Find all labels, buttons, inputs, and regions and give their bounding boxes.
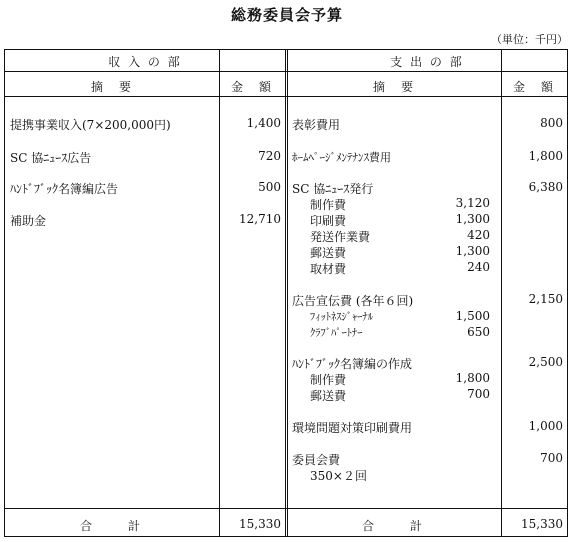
section-divider bbox=[285, 50, 286, 536]
expense-subrow-amount: 3,120 bbox=[455, 196, 490, 210]
expense-row-label: 委員会費 bbox=[292, 453, 341, 467]
expense-subrow-label: 郵送費 bbox=[310, 389, 347, 403]
expense-subrow-amount: 1,800 bbox=[455, 371, 490, 385]
income-row-amount: 720 bbox=[258, 149, 281, 163]
total-divider bbox=[5, 508, 567, 509]
expense-row-amount: 800 bbox=[540, 116, 563, 130]
expense-subrow-amount: 650 bbox=[467, 325, 490, 339]
expense-amount-header: 金 額 bbox=[512, 80, 555, 94]
income-summary-header: 摘 要 bbox=[90, 80, 133, 94]
unit-note: （単位：千円） bbox=[491, 33, 568, 46]
expense-subrow-amount: 1,500 bbox=[455, 309, 490, 323]
expense-row-amount: 700 bbox=[540, 451, 563, 465]
income-row-label: ﾊﾝﾄﾞﾌﾞｯｸ名簿編広告 bbox=[10, 182, 119, 196]
expense-subrow-label: 取材費 bbox=[310, 262, 347, 276]
income-row-label: SC 協ﾆｭｰｽ広告 bbox=[10, 151, 92, 165]
budget-table bbox=[4, 49, 568, 537]
income-row-amount: 12,710 bbox=[239, 212, 281, 226]
expense-subrow-label: 350×２回 bbox=[310, 469, 367, 483]
expense-row-amount: 1,800 bbox=[528, 149, 563, 163]
income-row-amount: 500 bbox=[258, 180, 281, 194]
expense-subrow-label: ｸﾗﾌﾞﾊﾟｰﾄﾅｰ bbox=[310, 327, 363, 339]
expense-row-label: 広告宣伝費 (各年６回) bbox=[292, 294, 414, 308]
income-section-label: 収 入 の 部 bbox=[108, 55, 182, 69]
section-divider-inner bbox=[287, 50, 288, 536]
expense-subrow-label: 制作費 bbox=[310, 198, 347, 212]
income-row-amount: 1,400 bbox=[246, 116, 281, 130]
expense-row-amount: 1,000 bbox=[528, 419, 563, 433]
expense-row-label: ﾎｰﾑﾍﾟｰｼﾞﾒﾝﾃﾅﾝｽ費用 bbox=[292, 151, 391, 164]
expense-subrow-amount: 1,300 bbox=[455, 212, 490, 226]
expense-row-label: 表彰費用 bbox=[292, 118, 341, 132]
income-total-label: 合 計 bbox=[79, 519, 144, 533]
income-row-label: 補助金 bbox=[10, 214, 47, 228]
row-divider bbox=[5, 71, 567, 72]
expense-subrow-amount: 240 bbox=[467, 260, 490, 274]
expense-summary-header: 摘 要 bbox=[372, 80, 415, 94]
income-amount-header: 金 額 bbox=[230, 80, 273, 94]
expense-row-label: 環境問題対策印刷費用 bbox=[292, 421, 413, 435]
expense-subrow-label: 制作費 bbox=[310, 373, 347, 387]
income-row-label: 提携事業収入(7×200,000円) bbox=[10, 118, 171, 132]
expense-row-amount: 6,380 bbox=[528, 180, 563, 194]
expense-subrow-amount: 700 bbox=[467, 387, 490, 401]
expense-total-label: 合 計 bbox=[361, 519, 426, 533]
expense-subrow-label: 印刷費 bbox=[310, 214, 347, 228]
row-divider bbox=[5, 96, 567, 97]
expense-subrow-amount: 420 bbox=[467, 228, 490, 242]
expense-row-label: ﾊﾝﾄﾞﾌﾞｯｸ名簿編の作成 bbox=[292, 357, 413, 371]
expense-row-amount: 2,500 bbox=[528, 355, 563, 369]
expense-subrow-label: 発送作業費 bbox=[310, 230, 371, 244]
expense-section-label: 支 出 の 部 bbox=[390, 55, 464, 69]
page-title: 総務委員会予算 bbox=[230, 6, 343, 24]
expense-subrow-label: ﾌｨｯﾄﾈｽｼﾞｬｰﾅﾙ bbox=[310, 311, 373, 323]
expense-row-amount: 2,150 bbox=[528, 292, 563, 306]
expense-subrow-label: 郵送費 bbox=[310, 246, 347, 260]
income-total-amount: 15,330 bbox=[239, 517, 281, 531]
expense-subrow-amount: 1,300 bbox=[455, 244, 490, 258]
expense-row-label: SC 協ﾆｭｰｽ発行 bbox=[292, 182, 374, 196]
expense-total-amount: 15,330 bbox=[521, 517, 563, 531]
